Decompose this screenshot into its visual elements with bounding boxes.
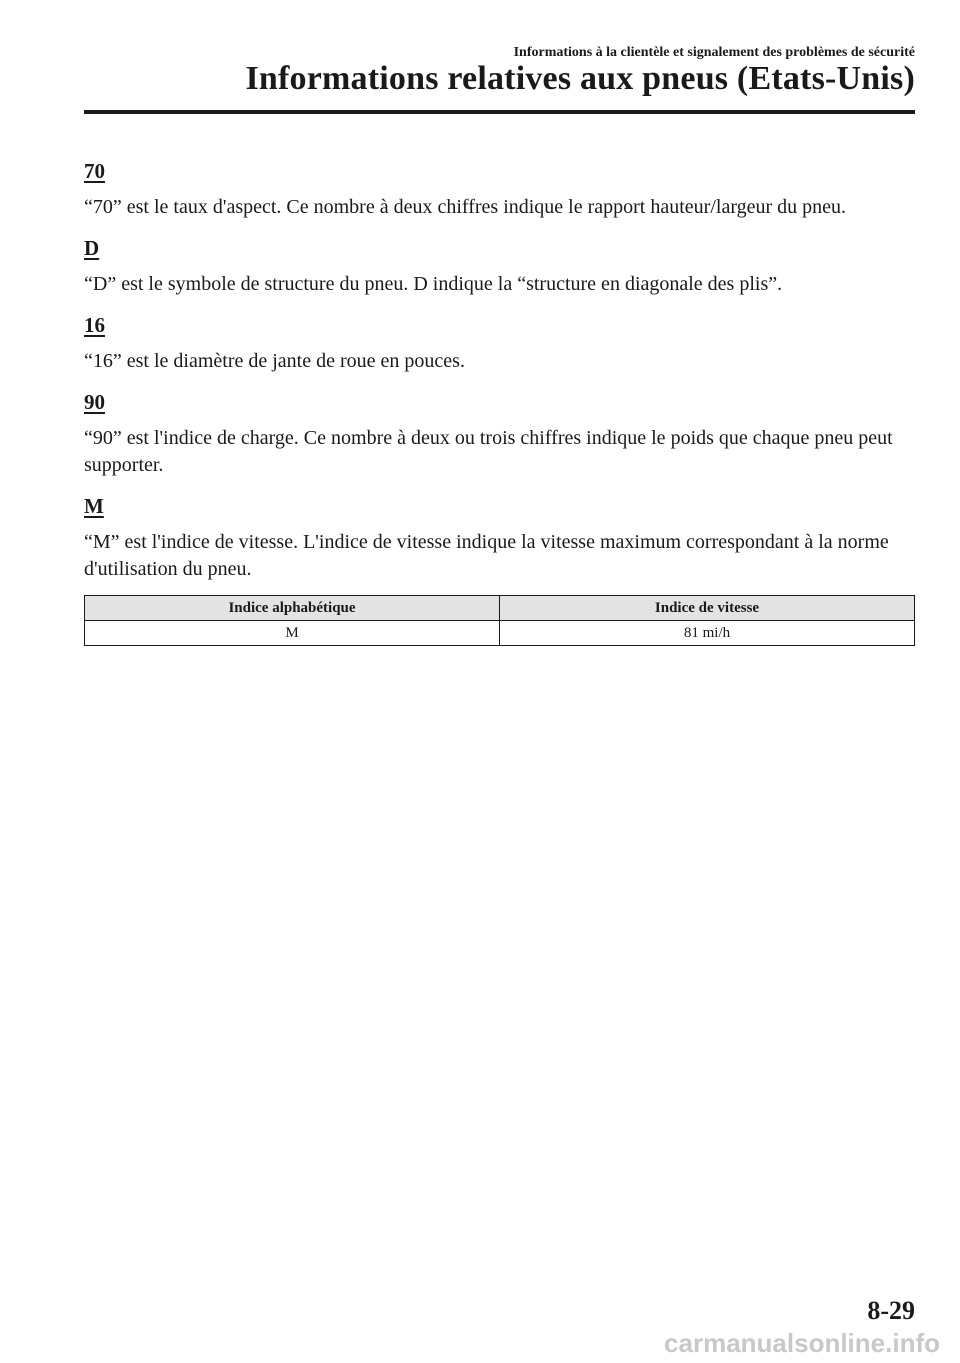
table-row	[85, 621, 915, 646]
term-heading: 70	[84, 159, 105, 183]
header-supertitle: Informations à la clientèle et signalement des problèmes de sécurité	[513, 45, 915, 60]
term-description: “D” est le symbole de structure du pneu. D indique la “structure en diagonale des plis”.	[84, 273, 783, 295]
table-header-cell: Indice alphabétique	[85, 596, 500, 621]
table-header-cell: Indice de vitesse	[500, 596, 915, 621]
table-cell: 81 mi/h	[500, 621, 915, 646]
term-description: “70” est le taux d'aspect. Ce nombre à deux chiffres indique le rapport hauteur/largeur du pneu.	[84, 196, 847, 218]
content-body	[84, 158, 915, 597]
section-aspect-ratio	[84, 158, 915, 221]
speed-rating-table	[84, 595, 915, 646]
section-rim-diameter	[84, 312, 915, 375]
watermark[interactable]: carmanualsonline.info	[664, 1328, 940, 1358]
term-heading: D	[84, 236, 100, 260]
table-cell: M	[85, 621, 500, 646]
section-speed-rating	[84, 493, 915, 583]
section-construction	[84, 235, 915, 298]
page-title: Informations relatives aux pneus (Etats-Unis)	[245, 60, 915, 97]
term-description: “M” est l'indice de vitesse. L'indice de vitesse indique la vitesse maximum correspondant à la norme d'utilisation du pneu.	[84, 531, 889, 580]
section-load-index	[84, 389, 915, 479]
term-description: “16” est le diamètre de jante de roue en pouces.	[84, 350, 465, 372]
header-divider	[84, 110, 915, 114]
term-heading: M	[84, 494, 104, 518]
term-heading: 90	[84, 390, 105, 414]
page-number: 8-29	[867, 1296, 915, 1325]
term-heading: 16	[84, 313, 105, 337]
term-description: “90” est l'indice de charge. Ce nombre à deux ou trois chiffres indique le poids que chaque pneu peut supporter.	[84, 427, 893, 476]
table-header-row	[85, 596, 915, 621]
